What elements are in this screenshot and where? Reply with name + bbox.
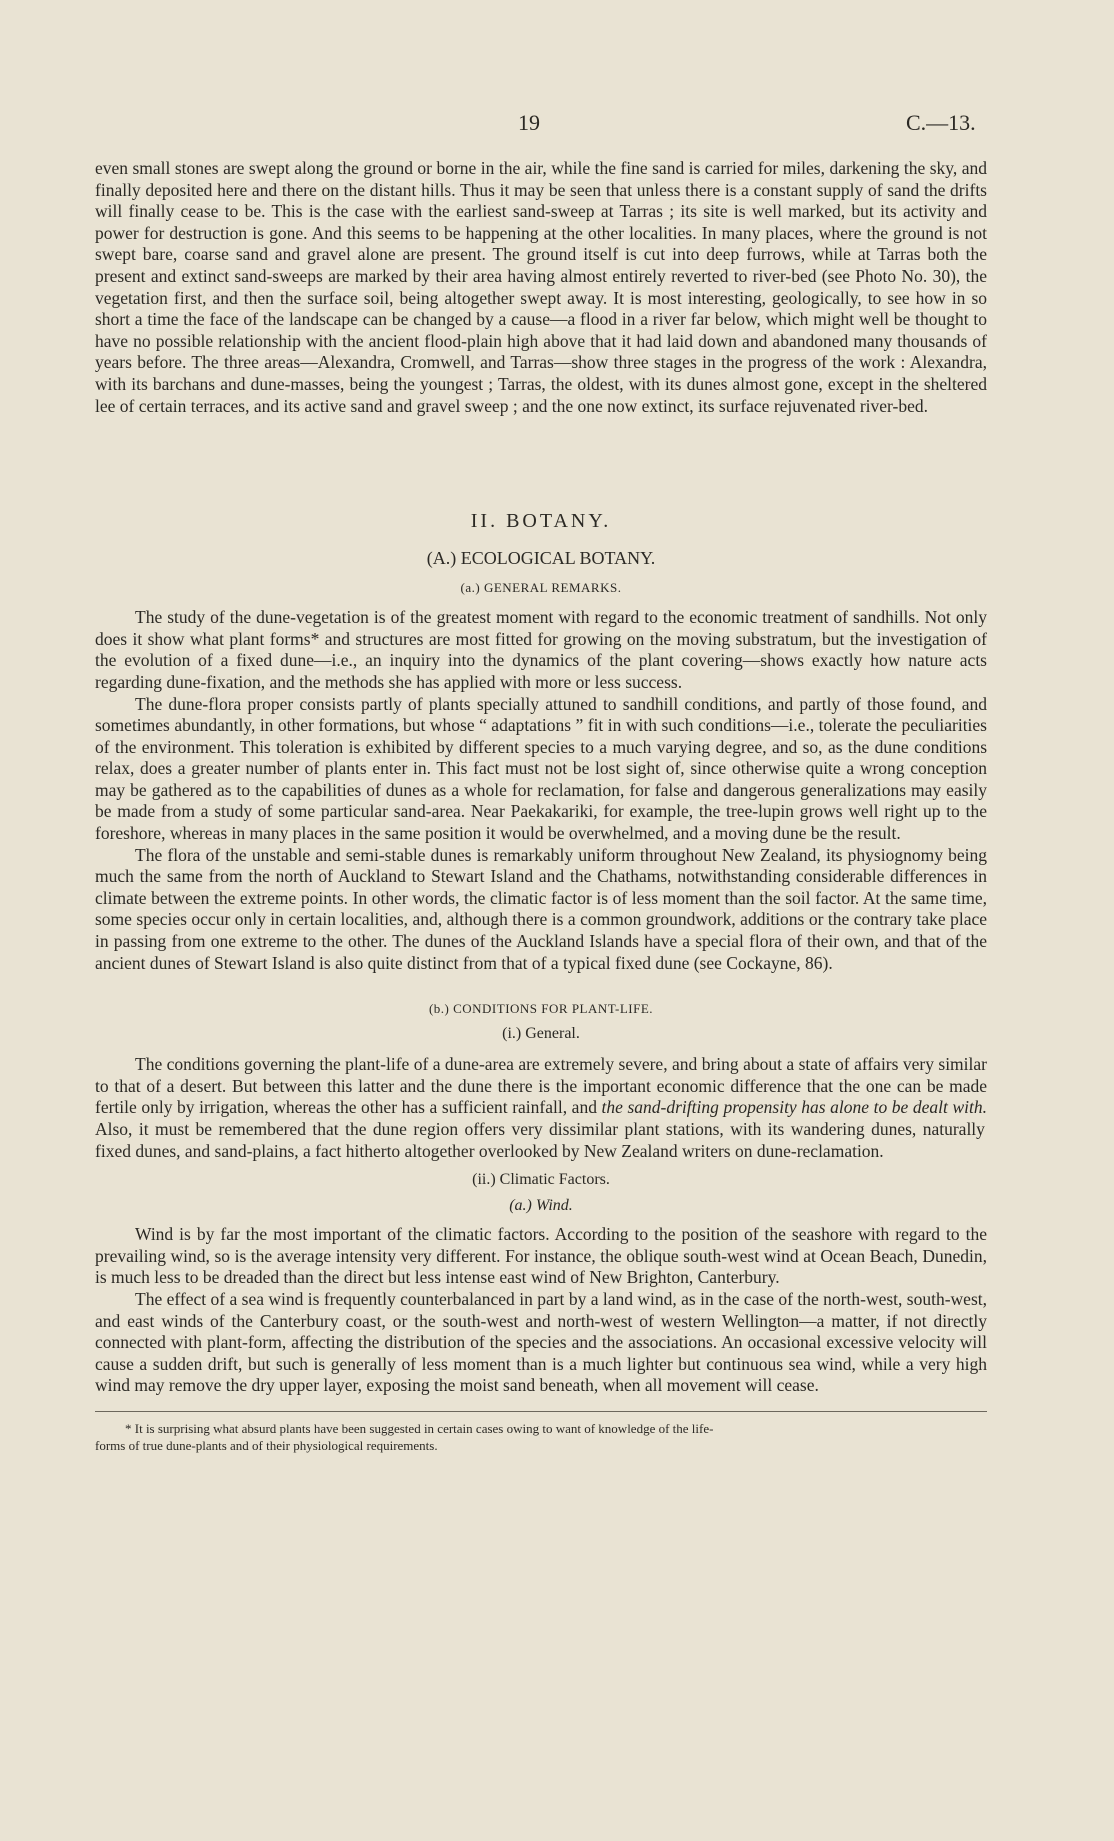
paragraph: The effect of a sea wind is frequently counterbalanced in part by a land wind, as in the case of the north-west, south-west, and east winds of the Canterbury coast, or the south-west and north-west of western Wellington—a matter, if not directly connected with plant-form, affecting the distribution of the species and the associations. An occasional excessive velocity will cause a sudden drift, but such is generally of less moment than is a much lighter but continuous sea wind, while a very high wind may remove the dry upper layer, exposing the moist sand beneath, when all movement will cease. xyxy=(95,1288,987,1396)
footnote xyxy=(95,1420,987,1454)
intro-paragraph: even small stones are swept along the ground or borne in the air, while the fine sand is carried for miles, darkening the sky, and finally deposited here and there on the distant hills. Thus it may be seen that unless there is a constant supply of sand the drifts will finally cease to be. This is the case with the earliest sand-sweep at Tarras ; its site is well marked, but its activity and power for destruction is gone. And this seems to be happening at the other localities. In many places, where the ground is not swept bare, coarse sand and gravel alone are present. The ground itself is cut into deep furrows, while at Tarras both the present and extinct sand-sweeps are marked by their area having almost entirely reverted to river-bed (see Photo No. 30), the vegetation first, and then the surface soil, being altogether swept away. It is most interesting, geologically, to see how in so short a time the face of the landscape can be changed by a cause—a flood in a river far below, which might well be thought to have no possible relationship with the ancient flood-plain high above that it had laid down and abandoned many thousands of years before. The three areas—Alexandra, Cromwell, and Tarras—show three stages in the progress of the work : Alexandra, with its barchans and dune-masses, being the youngest ; Tarras, the oldest, with its dunes almost gone, except in the sheltered lee of certain terraces, and its active sand and gravel sweep ; and the one now extinct, its surface rejuvenated river-bed. xyxy=(95,158,987,416)
footnote-divider xyxy=(95,1411,987,1412)
footnote-line: forms of true dune-plants and of their physiological requirements. xyxy=(95,1437,438,1453)
paragraph: The flora of the unstable and semi-stable dunes is remarkably uniform throughout New Zealand, its physiognomy being much the same from the north of Auckland to Stewart Island and the Chathams, notwithstanding considerable differences in climate between the extreme points. In other words, the climatic factor is of less moment than the soil factor. At the same time, some species occur only in certain localities, and, although there is a common groundwork, additions or the contrary take place in passing from one extreme to the other. The dunes of the Auckland Islands have a special flora of their own, and that of the ancient dunes of Stewart Island is also quite distinct from that of a typical fixed dune (see Cockayne, 86). xyxy=(95,844,987,973)
paragraph-italic-text: the sand-drifting propensity has alone to be dealt with. xyxy=(601,1097,987,1118)
footnote-line: * It is surprising what absurd plants have been suggested in certain cases owing to want of knowledge of the life- xyxy=(125,1420,714,1436)
paragraph-text: The conditions governing the plant-life of a dune-area are extremely severe, and bring about a state of affairs very similar to that of a desert. But between this latter and the dune there is the important economic difference that the one can be made fertile only by irrigation, whereas the other has a sufficient rainfall, and xyxy=(95,1054,987,1118)
page-number: 19 xyxy=(518,110,540,135)
paragraph-text: Also, it must be remembered that the dune region offers very dissimilar plant stations, with its wandering dunes, naturally fixed dunes, and sand-plains, a fact hitherto altogether overlooked by New Zealand writers on dune-reclamation. xyxy=(95,1119,985,1161)
paragraph: Wind is by far the most important of the climatic factors. According to the position of the seashore with regard to the prevailing wind, so is the average intensity very different. For instance, the oblique south-west wind at Ocean Beach, Dunedin, is much less to be dreaded than the direct but less intense east wind of New Brighton, Canterbury. xyxy=(95,1224,987,1288)
climatic-factors-heading: (ii.) Climatic Factors. xyxy=(472,1171,610,1189)
page-header xyxy=(0,110,1114,140)
document-reference: C.—13. xyxy=(906,110,976,135)
subsection-heading: (A.) ECOLOGICAL BOTANY. xyxy=(426,548,656,569)
paragraph: The study of the dune-vegetation is of the greatest moment with regard to the economic treatment of sandhills. Not only does it show what plant forms* and structures are most fitted for growing on the moving substratum, but the investigation of the evolution of a fixed dune—i.e., an inquiry into the dynamics of the plant covering—shows exactly how nature acts regarding dune-fixation, and the methods she has applied with more or less success. xyxy=(95,607,987,692)
page-body xyxy=(95,158,987,1454)
general-subheading: (i.) General. xyxy=(502,1025,580,1043)
paragraph: The dune-flora proper consists partly of plants specially attuned to sandhill conditions, and partly of those found, and sometimes abundantly, in other formations, but whose “ adaptations ” fit in with such conditions—i.e., tolerate the peculiarities of the environment. This toleration is exhibited by different species to a much varying degree, and so, as the dune conditions relax, does a greater number of plants enter in. This fact must not be lost sight of, since otherwise quite a wrong conception may be gathered as to the capabilities of dunes as a whole for reclamation, for false and dangerous generalizations may easily be made from a study of some particular sand-area. Near Paekakariki, for example, the tree-lupin grows well right up to the foreshore, whereas in many places in the same position it would be overwhelmed, and a moving dune be the result. xyxy=(95,693,987,844)
paragraph xyxy=(95,1054,987,1162)
general-remarks-heading: (a.) GENERAL REMARKS. xyxy=(460,580,622,596)
conditions-heading: (b.) CONDITIONS FOR PLANT-LIFE. xyxy=(428,1001,654,1017)
section-heading: II. BOTANY. xyxy=(470,510,612,533)
wind-heading: (a.) Wind. xyxy=(509,1197,573,1215)
